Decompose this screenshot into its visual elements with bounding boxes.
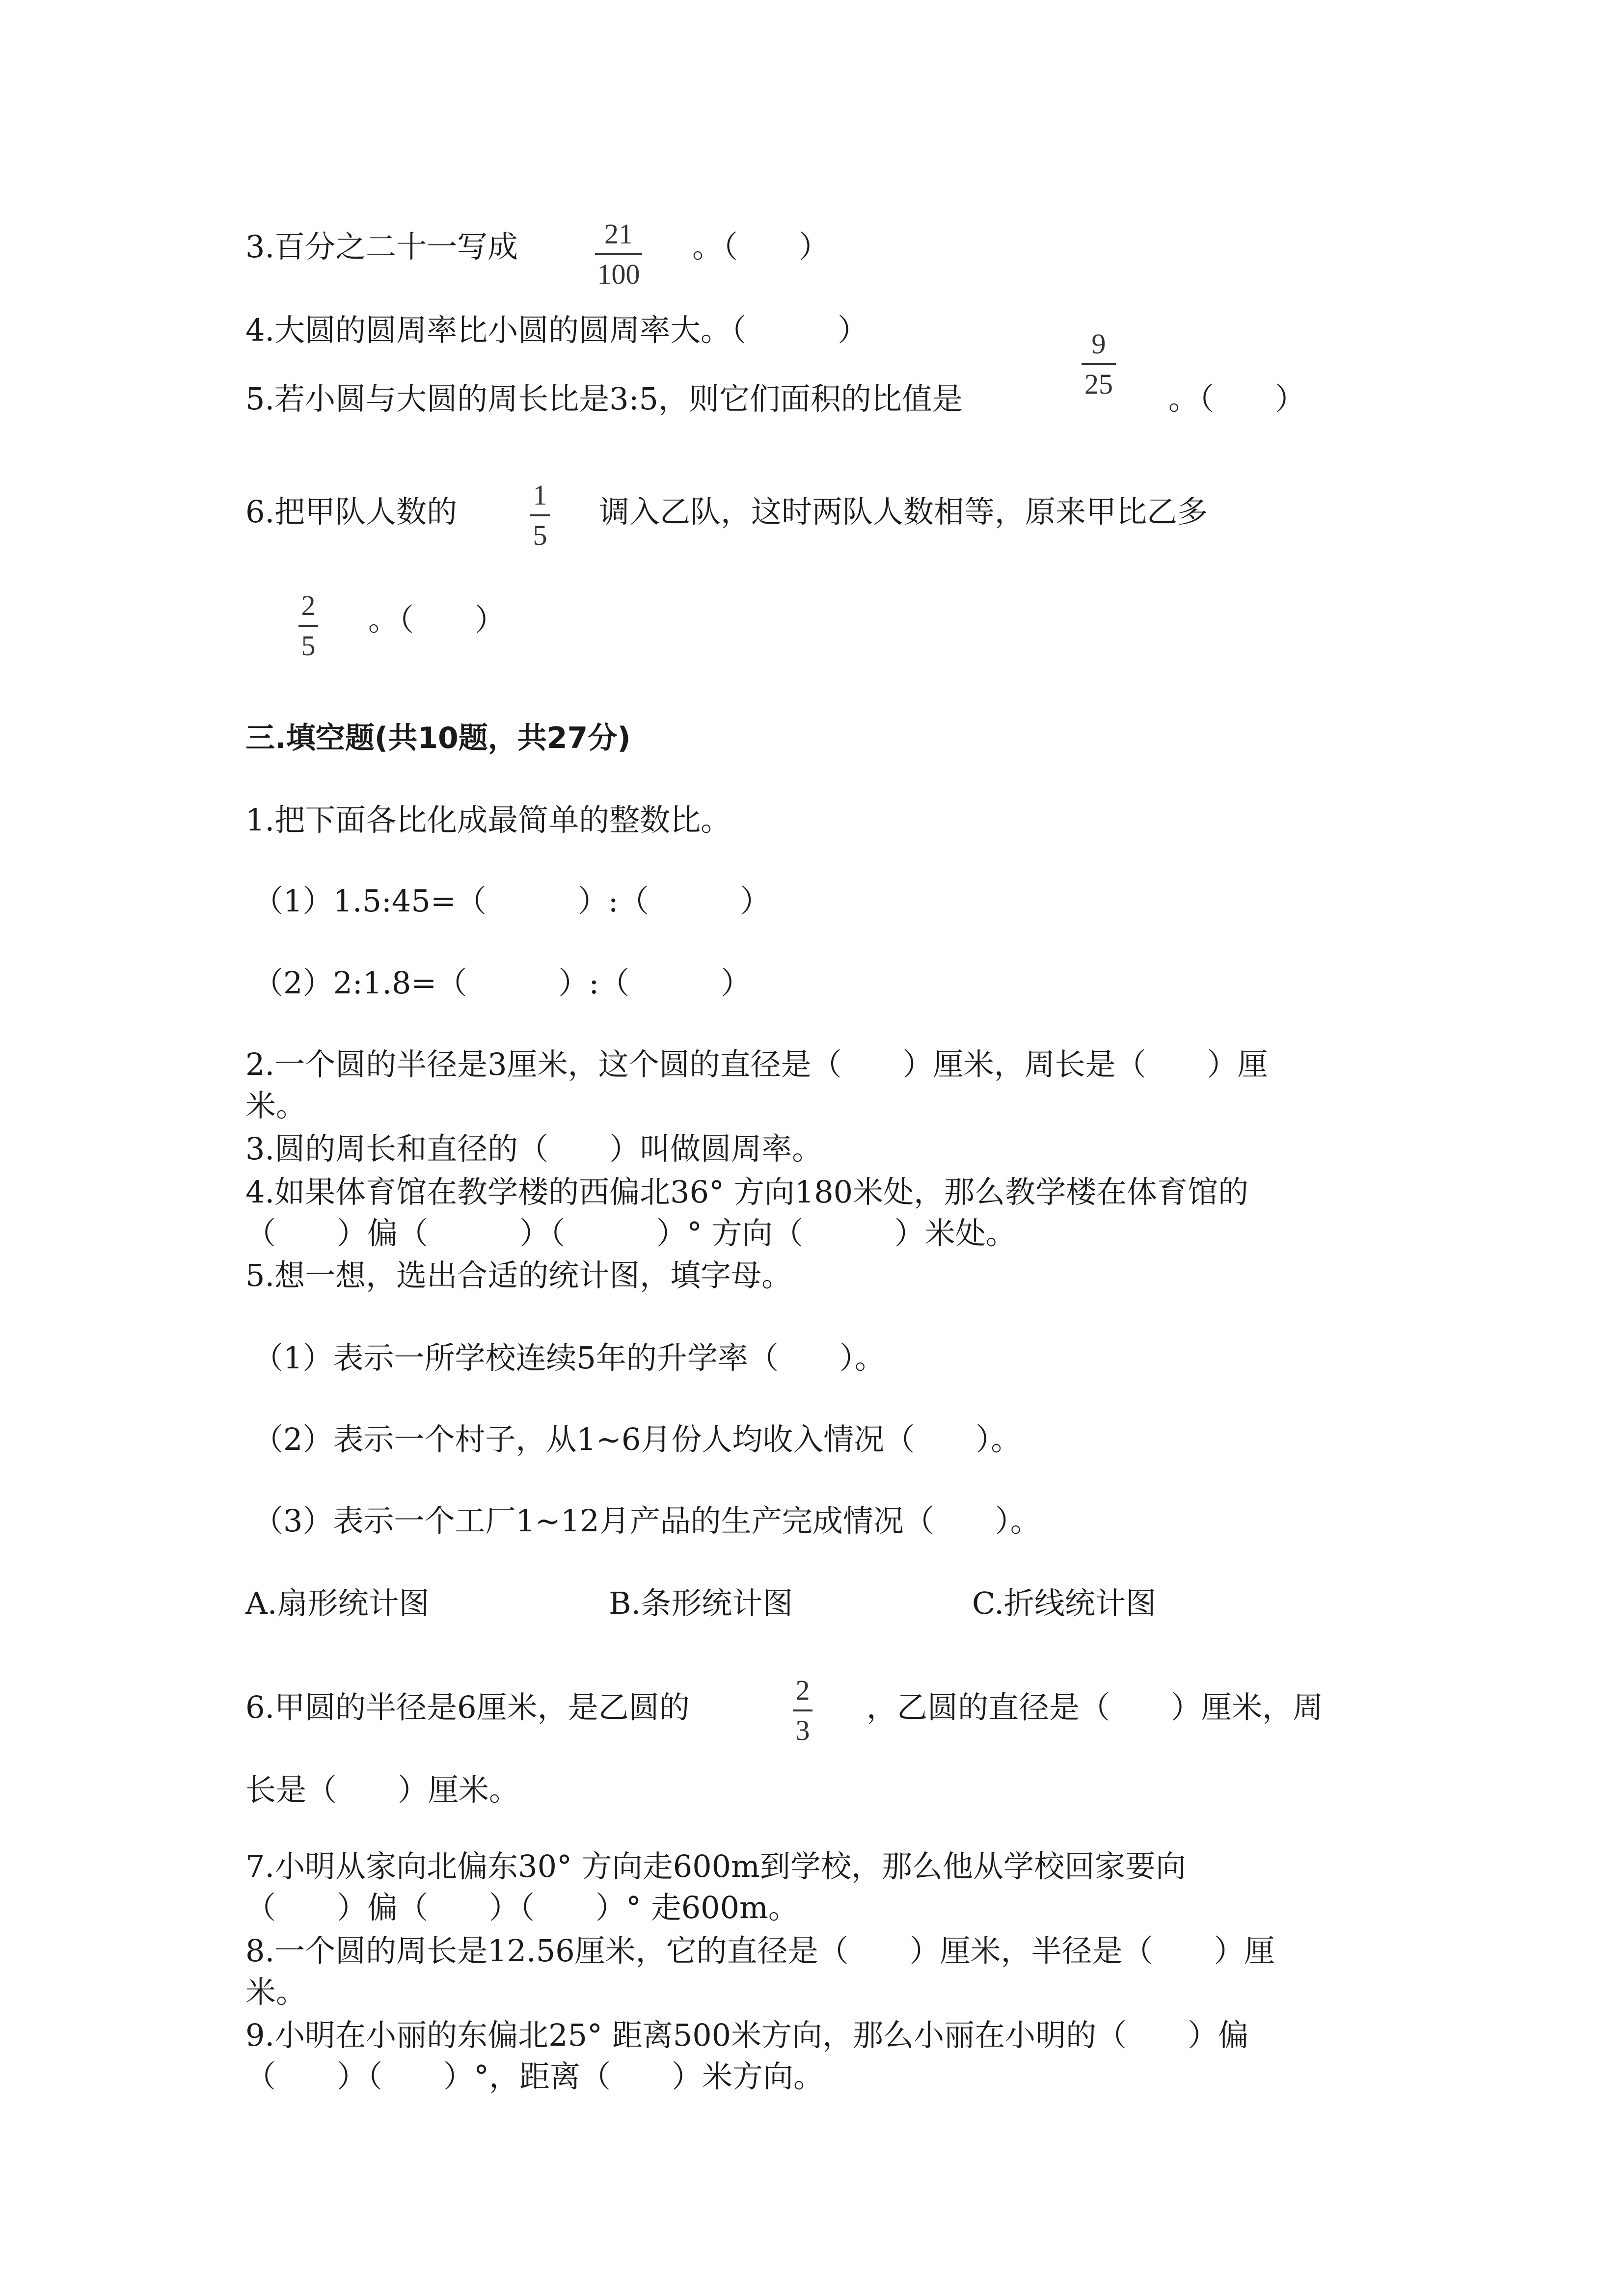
fraction-numerator: 21 (604, 218, 633, 250)
fill-q1-text: 1.把下面各比化成最简单的整数比。 (245, 802, 731, 838)
judge-q6-middle: 调入乙队，这时两队人数相等，原来甲比乙多 (599, 494, 1208, 530)
judge-q5-fraction (1064, 330, 1133, 399)
judge-q3-text: 3.百分之二十一写成 (245, 229, 518, 265)
fill-q6-fraction (768, 1676, 837, 1745)
fill-q4-line1: 4.如果体育馆在教学楼的西偏北36° 方向180米处，那么教学楼在体育馆的 (245, 1174, 1249, 1210)
judge-q6-fraction-2 (274, 591, 343, 660)
fill-q1-a: （1）1.5:45=（ ）:（ ） (253, 883, 771, 919)
judge-q5-text: 5.若小圆与大圆的周长比是3:5，则它们面积的比值是 (245, 381, 963, 417)
fill-q5-option-a: A.扇形统计图 (245, 1585, 430, 1621)
fill-q5-text: 5.想一想，选出合适的统计图，填字母。 (245, 1257, 792, 1293)
fill-q3-text: 3.圆的周长和直径的（ ）叫做圆周率。 (245, 1131, 823, 1167)
fill-q5-b: （2）表示一个村子，从1~6月份人均收入情况（ ）。 (253, 1421, 1022, 1457)
judge-q4-text: 4.大圆的圆周率比小圆的圆周率大。（ ） (245, 312, 868, 348)
fill-q5-c: （3）表示一个工厂1~12月产品的生产完成情况（ ）。 (253, 1503, 1041, 1539)
fraction-denominator: 5 (533, 519, 547, 551)
fill-q4-line2: （ ）偏（ ）（ ）° 方向（ ）米处。 (245, 1215, 1016, 1251)
fraction-numerator: 2 (301, 589, 316, 621)
fraction-numerator: 2 (795, 1674, 810, 1706)
fill-q6-text: 6.甲圆的半径是6厘米，是乙圆的 (245, 1689, 690, 1725)
fraction-denominator: 5 (301, 630, 316, 662)
section-3-title: 三.填空题(共10题，共27分) (245, 721, 631, 755)
judge-q3-answer: 。（ ） (692, 229, 830, 265)
fill-q5-option-b: B.条形统计图 (609, 1585, 793, 1621)
fill-q9-line1: 9.小明在小丽的东偏北25° 距离500米方向，那么小丽在小明的（ ）偏 (245, 2017, 1249, 2053)
fill-q7-line1: 7.小明从家向北偏东30° 方向走600m到学校，那么他从学校回家要向 (245, 1848, 1186, 1884)
judge-q6-text: 6.把甲队人数的 (245, 494, 458, 530)
fraction-numerator: 1 (533, 479, 547, 511)
judge-q6-fraction-1 (506, 481, 574, 550)
fill-q6-middle: ，乙圆的直径是（ ）厘米，周 (866, 1689, 1324, 1725)
fraction-denominator: 3 (795, 1714, 810, 1746)
fill-q2-line1: 2.一个圆的半径是3厘米，这个圆的直径是（ ）厘米，周长是（ ）厘 (245, 1046, 1268, 1082)
fill-q7-line2: （ ）偏（ ）（ ）° 走600m。 (245, 1890, 799, 1925)
judge-q3-fraction (584, 220, 653, 289)
fill-q5-option-c: C.折线统计图 (972, 1585, 1156, 1621)
fill-q2-line2: 米。 (245, 1088, 307, 1123)
fill-q1-b: （2）2:1.8=（ ）:（ ） (253, 965, 752, 1001)
fraction-denominator: 25 (1084, 368, 1113, 400)
fill-q8-line2: 米。 (245, 1974, 307, 2010)
fill-q8-line1: 8.一个圆的周长是12.56厘米，它的直径是（ ）厘米，半径是（ ）厘 (245, 1933, 1275, 1969)
fill-q5-a: （1）表示一所学校连续5年的升学率（ ）。 (253, 1340, 885, 1376)
fill-q9-line2: （ ）（ ）°，距离（ ）米方向。 (245, 2058, 824, 2094)
fraction-numerator: 9 (1091, 328, 1106, 360)
fraction-denominator: 100 (597, 258, 640, 290)
judge-q5-answer: 。（ ） (1168, 381, 1306, 417)
judge-q6-answer: 。（ ） (368, 602, 506, 638)
fill-q6-line2: 长是（ ）厘米。 (245, 1772, 520, 1808)
